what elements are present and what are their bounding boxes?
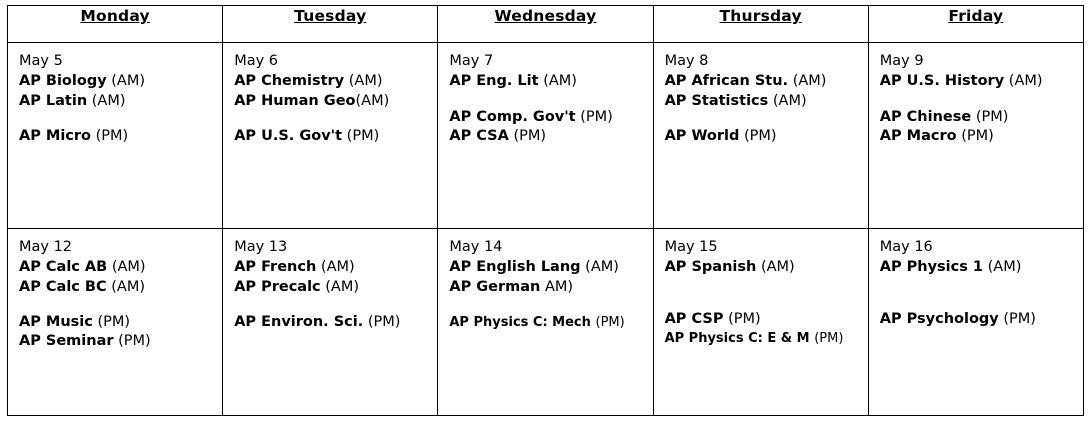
exam-entry — [880, 72, 1074, 91]
exam-entry — [880, 127, 1074, 146]
exam-entry — [665, 258, 859, 277]
exam-entry — [19, 332, 213, 351]
exam-entry — [665, 329, 859, 348]
date-label: May 6 — [234, 53, 278, 69]
exam-time: (AM) — [772, 92, 807, 109]
exam-name: AP African Stu. — [664, 73, 789, 90]
exam-time: (PM) — [580, 108, 613, 125]
exam-time: (PM) — [346, 127, 380, 144]
exam-time: (PM) — [1003, 310, 1036, 327]
exam-entry — [449, 278, 643, 297]
exam-name: AP Chinese — [879, 108, 972, 125]
exam-time: (PM) — [367, 313, 401, 330]
exam-time: (AM) — [987, 259, 1022, 276]
exam-entry — [665, 127, 859, 146]
exam-name: AP Calc AB — [19, 259, 108, 276]
exam-time: (AM) — [585, 259, 619, 276]
exam-time: (AM) — [1008, 73, 1043, 90]
spacer — [19, 297, 213, 313]
exam-name: AP German — [449, 278, 541, 295]
exam-entry — [449, 127, 643, 146]
spacer — [880, 278, 1074, 294]
exam-name: AP Psychology — [879, 310, 999, 327]
exam-name: AP Micro — [19, 127, 92, 144]
exam-entry — [449, 313, 643, 332]
exam-name: AP Chemistry — [234, 73, 345, 90]
exam-entry — [234, 258, 428, 277]
exam-time: AM) — [545, 278, 574, 295]
exam-entry — [19, 72, 213, 91]
exam-name: AP Music — [19, 313, 93, 330]
date-label: May 14 — [449, 239, 503, 255]
exam-time: (AM) — [111, 278, 145, 295]
column-header-friday — [868, 6, 1083, 43]
exam-entry — [19, 92, 213, 111]
spacer — [880, 92, 1074, 108]
exam-entry — [234, 278, 428, 297]
date-label: May 13 — [234, 239, 288, 255]
day-cell-may-8 — [653, 43, 868, 229]
day-cell-may-16 — [868, 229, 1083, 416]
exam-time: (PM) — [961, 127, 994, 144]
table-row — [8, 229, 1084, 416]
spacer — [880, 294, 1074, 310]
column-header-monday — [8, 6, 223, 43]
spacer — [665, 111, 859, 127]
exam-name: AP CSA — [449, 127, 509, 144]
exam-time: (PM) — [595, 314, 625, 330]
exam-time: (AM) — [348, 73, 383, 90]
day-cell-may-12 — [8, 229, 223, 416]
exam-entry — [234, 127, 428, 146]
exam-time: (PM) — [814, 330, 844, 346]
exam-entry — [449, 258, 643, 277]
exam-name: AP Biology — [19, 73, 107, 90]
header-label: Monday — [80, 7, 150, 25]
exam-time: (PM) — [95, 127, 129, 144]
table-body — [8, 43, 1084, 416]
exam-entry — [449, 72, 643, 91]
exam-entry — [880, 108, 1074, 127]
exam-entry — [234, 92, 428, 111]
exam-time: (PM) — [744, 127, 777, 144]
exam-name: AP Physics C: Mech — [449, 314, 591, 330]
exam-time: (AM) — [91, 92, 126, 109]
exam-name: AP Environ. Sci. — [234, 313, 364, 330]
exam-entry — [19, 313, 213, 332]
day-cell-may-5 — [8, 43, 223, 229]
date-label: May 7 — [449, 53, 494, 69]
header-label: Friday — [948, 7, 1004, 25]
exam-time: (AM) — [111, 73, 146, 90]
exam-name: AP Physics 1 — [879, 259, 984, 276]
exam-name: AP U.S. Gov't — [234, 127, 343, 144]
spacer — [449, 297, 643, 313]
exam-name: AP English Lang — [449, 259, 581, 276]
exam-entry — [449, 108, 643, 127]
exam-name: AP Statistics — [664, 92, 769, 109]
header-row — [8, 6, 1084, 43]
table-row — [8, 43, 1084, 229]
header-label: Thursday — [719, 7, 802, 25]
exam-name: AP French — [234, 259, 317, 276]
exam-entry — [880, 258, 1074, 277]
header-label: Tuesday — [294, 7, 367, 25]
exam-name: AP CSP — [664, 310, 724, 327]
exam-entry — [234, 313, 428, 332]
ap-exam-schedule-table — [7, 5, 1084, 416]
column-header-tuesday — [223, 6, 438, 43]
spacer — [234, 297, 428, 313]
exam-entry — [19, 258, 213, 277]
date-label: May 5 — [19, 53, 63, 69]
exam-name: AP Eng. Lit — [449, 73, 539, 90]
exam-name: AP Spanish — [664, 259, 757, 276]
day-cell-may-9 — [868, 43, 1083, 229]
exam-name: AP Precalc — [234, 278, 321, 295]
exam-time: (AM) — [355, 92, 390, 109]
exam-entry — [665, 72, 859, 91]
spacer — [234, 111, 428, 127]
exam-entry — [665, 92, 859, 111]
exam-entry — [19, 278, 213, 297]
exam-name: AP U.S. History — [879, 73, 1005, 90]
exam-time: (AM) — [325, 278, 360, 295]
exam-time: (PM) — [118, 333, 151, 350]
exam-time: (AM) — [543, 73, 577, 90]
spacer — [19, 111, 213, 127]
date-label: May 9 — [879, 53, 924, 69]
exam-time: (AM) — [792, 73, 827, 90]
day-cell-may-13 — [223, 229, 438, 416]
exam-entry — [665, 310, 859, 329]
exam-time: (AM) — [111, 259, 146, 276]
exam-name: AP Macro — [879, 127, 957, 144]
day-cell-may-15 — [653, 229, 868, 416]
exam-entry — [234, 72, 428, 91]
exam-name: AP Seminar — [19, 333, 114, 350]
column-header-wednesday — [438, 6, 653, 43]
exam-entry — [880, 310, 1074, 329]
spacer — [665, 278, 859, 294]
day-cell-may-7 — [438, 43, 653, 229]
date-label: May 16 — [879, 239, 933, 255]
date-label: May 8 — [664, 53, 709, 69]
exam-entry — [19, 127, 213, 146]
header-label: Wednesday — [494, 7, 597, 25]
exam-time: (AM) — [320, 259, 355, 276]
day-cell-may-14 — [438, 229, 653, 416]
spacer — [665, 294, 859, 310]
exam-time: (AM) — [760, 259, 795, 276]
spacer — [449, 92, 643, 108]
exam-time: (PM) — [728, 310, 761, 327]
exam-name: AP Human Geo — [234, 92, 356, 109]
table-header — [8, 6, 1084, 43]
exam-name: AP Physics C: E & M — [664, 330, 810, 346]
exam-name: AP World — [664, 127, 740, 144]
column-header-thursday — [653, 6, 868, 43]
exam-name: AP Latin — [19, 92, 88, 109]
day-cell-may-6 — [223, 43, 438, 229]
exam-name: AP Comp. Gov't — [449, 108, 576, 125]
exam-time: (PM) — [513, 127, 547, 144]
exam-time: (PM) — [97, 313, 131, 330]
date-label: May 15 — [664, 239, 718, 255]
exam-name: AP Calc BC — [19, 278, 107, 295]
exam-time: (PM) — [975, 108, 1009, 125]
date-label: May 12 — [19, 239, 73, 255]
